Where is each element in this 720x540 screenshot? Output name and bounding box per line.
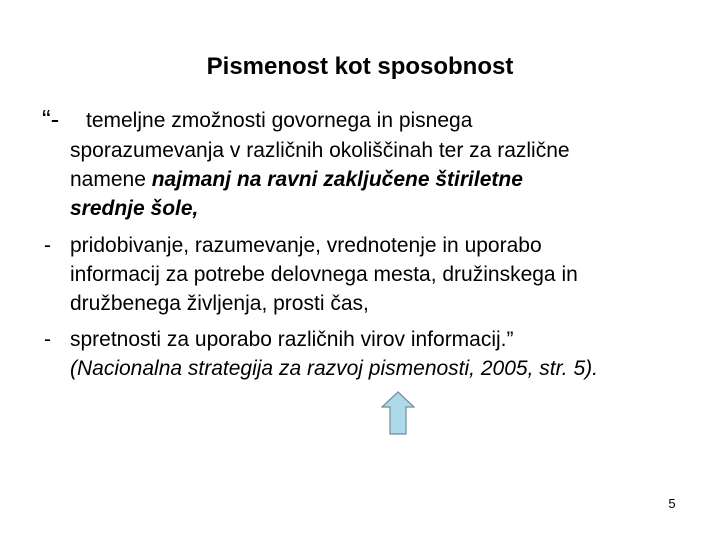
item1-line3-plain: namene — [70, 168, 152, 191]
item3-dash: - — [44, 328, 51, 351]
item1-line3-emphasis: najmanj na ravni zaključene štiriletne — [151, 168, 523, 191]
item1-line2: sporazumevanja v različnih okoliščinah ter za različne — [70, 139, 570, 162]
item2-line3: družbenega življenja, prosti čas, — [70, 292, 369, 315]
up-arrow-icon[interactable] — [381, 391, 415, 435]
page-number: 5 — [668, 496, 676, 511]
item2-line2: informacij za potrebe delovnega mesta, družinskega in — [70, 263, 578, 286]
item2-dash: - — [44, 234, 51, 257]
item3-citation: (Nacionalna strategija za razvoj pismenosti, 2005, str. 5). — [70, 357, 598, 380]
item1-line3 — [70, 165, 523, 195]
item3-line1: spretnosti za uporabo različnih virov informacij.” — [70, 328, 514, 351]
opening-quote-dash: “- — [42, 104, 60, 134]
item1-line4-emphasis: srednje šole, — [70, 197, 199, 220]
item2-line1: pridobivanje, razumevanje, vrednotenje in uporabo — [70, 234, 542, 257]
up-arrow-shape — [382, 392, 414, 434]
item1-line1: temeljne zmožnosti govornega in pisnega — [86, 109, 473, 132]
slide-title: Pismenost kot sposobnost — [206, 53, 514, 80]
